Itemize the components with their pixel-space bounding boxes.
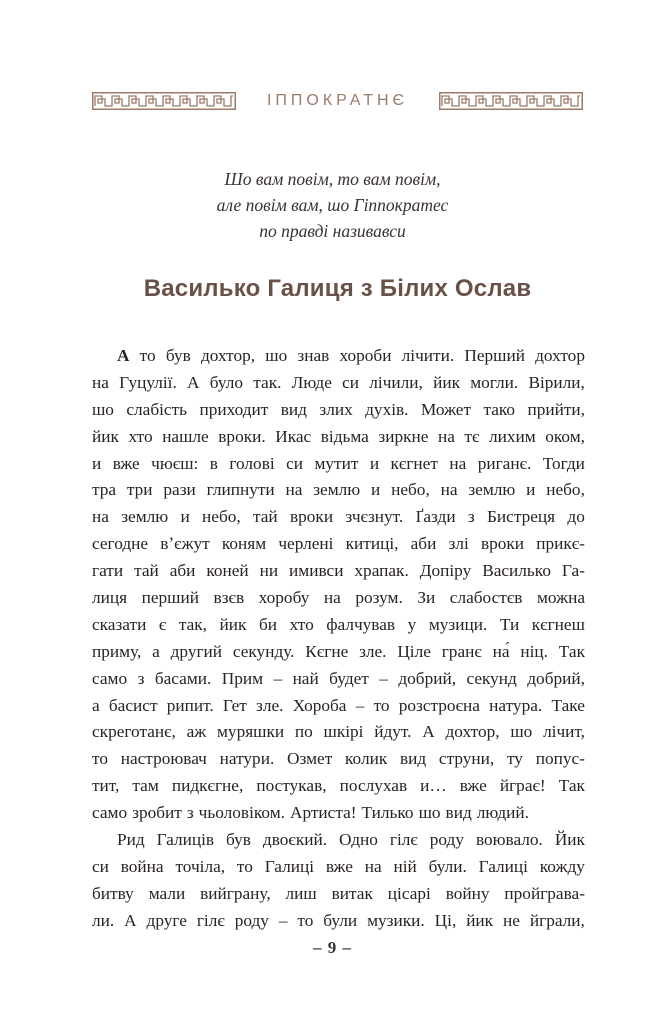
text-line: и вже чюєш: в голові си мутит и кєгнет на риганє. Тогди — [92, 453, 585, 473]
text-line: А то був дохтор, шо знав хороби лічити. Перший дохтор — [117, 346, 585, 365]
text-line: битву мали вийграну, лиш витак цісарі войну пройграва- — [92, 883, 585, 903]
running-title: ІППОКРАТНЄ — [266, 92, 409, 109]
epigraph-line: по правді називавси — [259, 221, 406, 241]
text-line: тра три рази глипнути на землю и небо, на землю и небо, — [92, 480, 585, 500]
greek-key-ornament-left — [92, 92, 236, 110]
chapter-title: Василько Галиця з Білих Ослав — [143, 275, 532, 302]
text-line: ли. А друге гілє роду – то були музики. Ці, йик не йграли, — [92, 910, 585, 930]
text-line: то настроювач натури. Озмет колик вид струни, ту попус- — [92, 749, 585, 769]
text-line: Рид Галиців був двоєкий. Одно гілє роду воювало. Йик — [117, 830, 585, 850]
text-line: шо слабість приходит вид злих духів. Может тако прийти, — [92, 399, 585, 419]
epigraph-line: Шо вам повім, то вам повім, — [224, 169, 441, 189]
text-line: само зробит з чьоловіком. Артиста! Тилько шо вид людий. — [92, 803, 529, 823]
text-line: на Гуцулії. А було так. Люде си лічили, йик могли. Вірили, — [92, 372, 585, 392]
text-line: си война точіла, то Галиці вже на ній були. Галиці кожду — [92, 856, 585, 876]
text-line: сказати є так, йик би хто фалчував у музици. Ти кєгнеш — [92, 614, 585, 634]
text-line: тит, там пидкєгне, постукав, послухав и… вже йграє! Так — [92, 776, 585, 796]
text-line: скреготанє, аж муряшки по шкірі йдут. А дохтор, шо лічит, — [92, 722, 585, 742]
page-number: – 9 – — [313, 938, 352, 957]
text-line: а басист рипит. Гет зле. Хороба – то розстроєна натура. Таке — [92, 695, 585, 715]
epigraph — [0, 166, 665, 244]
greek-key-ornament-right — [439, 92, 583, 110]
text-line: само з басами. Прим – най будет – добрий, секунд добрий, — [92, 668, 585, 688]
text-line: йик хто нашле вроки. Икас відьма зиркне на тє лихим оком, — [92, 426, 585, 446]
text-line: гати тай аби коней ни имивси храпак. Допіру Василько Га- — [92, 561, 585, 581]
text-line: приму, а другий секунду. Кєгне зле. Ціле гранє на́ ніц. Так — [92, 641, 585, 661]
text-line: на землю и небо, тай вроки зчєзнут. Ґазди з Бистреця до — [92, 507, 585, 527]
text-line: сегодне вʼєжут коням черлені китиці, аби злі вроки прикє- — [92, 534, 585, 554]
text-line: лиця перший взєв хоробу на розум. Зи слабостєв можна — [92, 588, 585, 608]
body-text — [92, 343, 585, 935]
epigraph-line: але повім вам, шо Гіппократес — [216, 195, 449, 215]
running-header — [92, 86, 583, 116]
